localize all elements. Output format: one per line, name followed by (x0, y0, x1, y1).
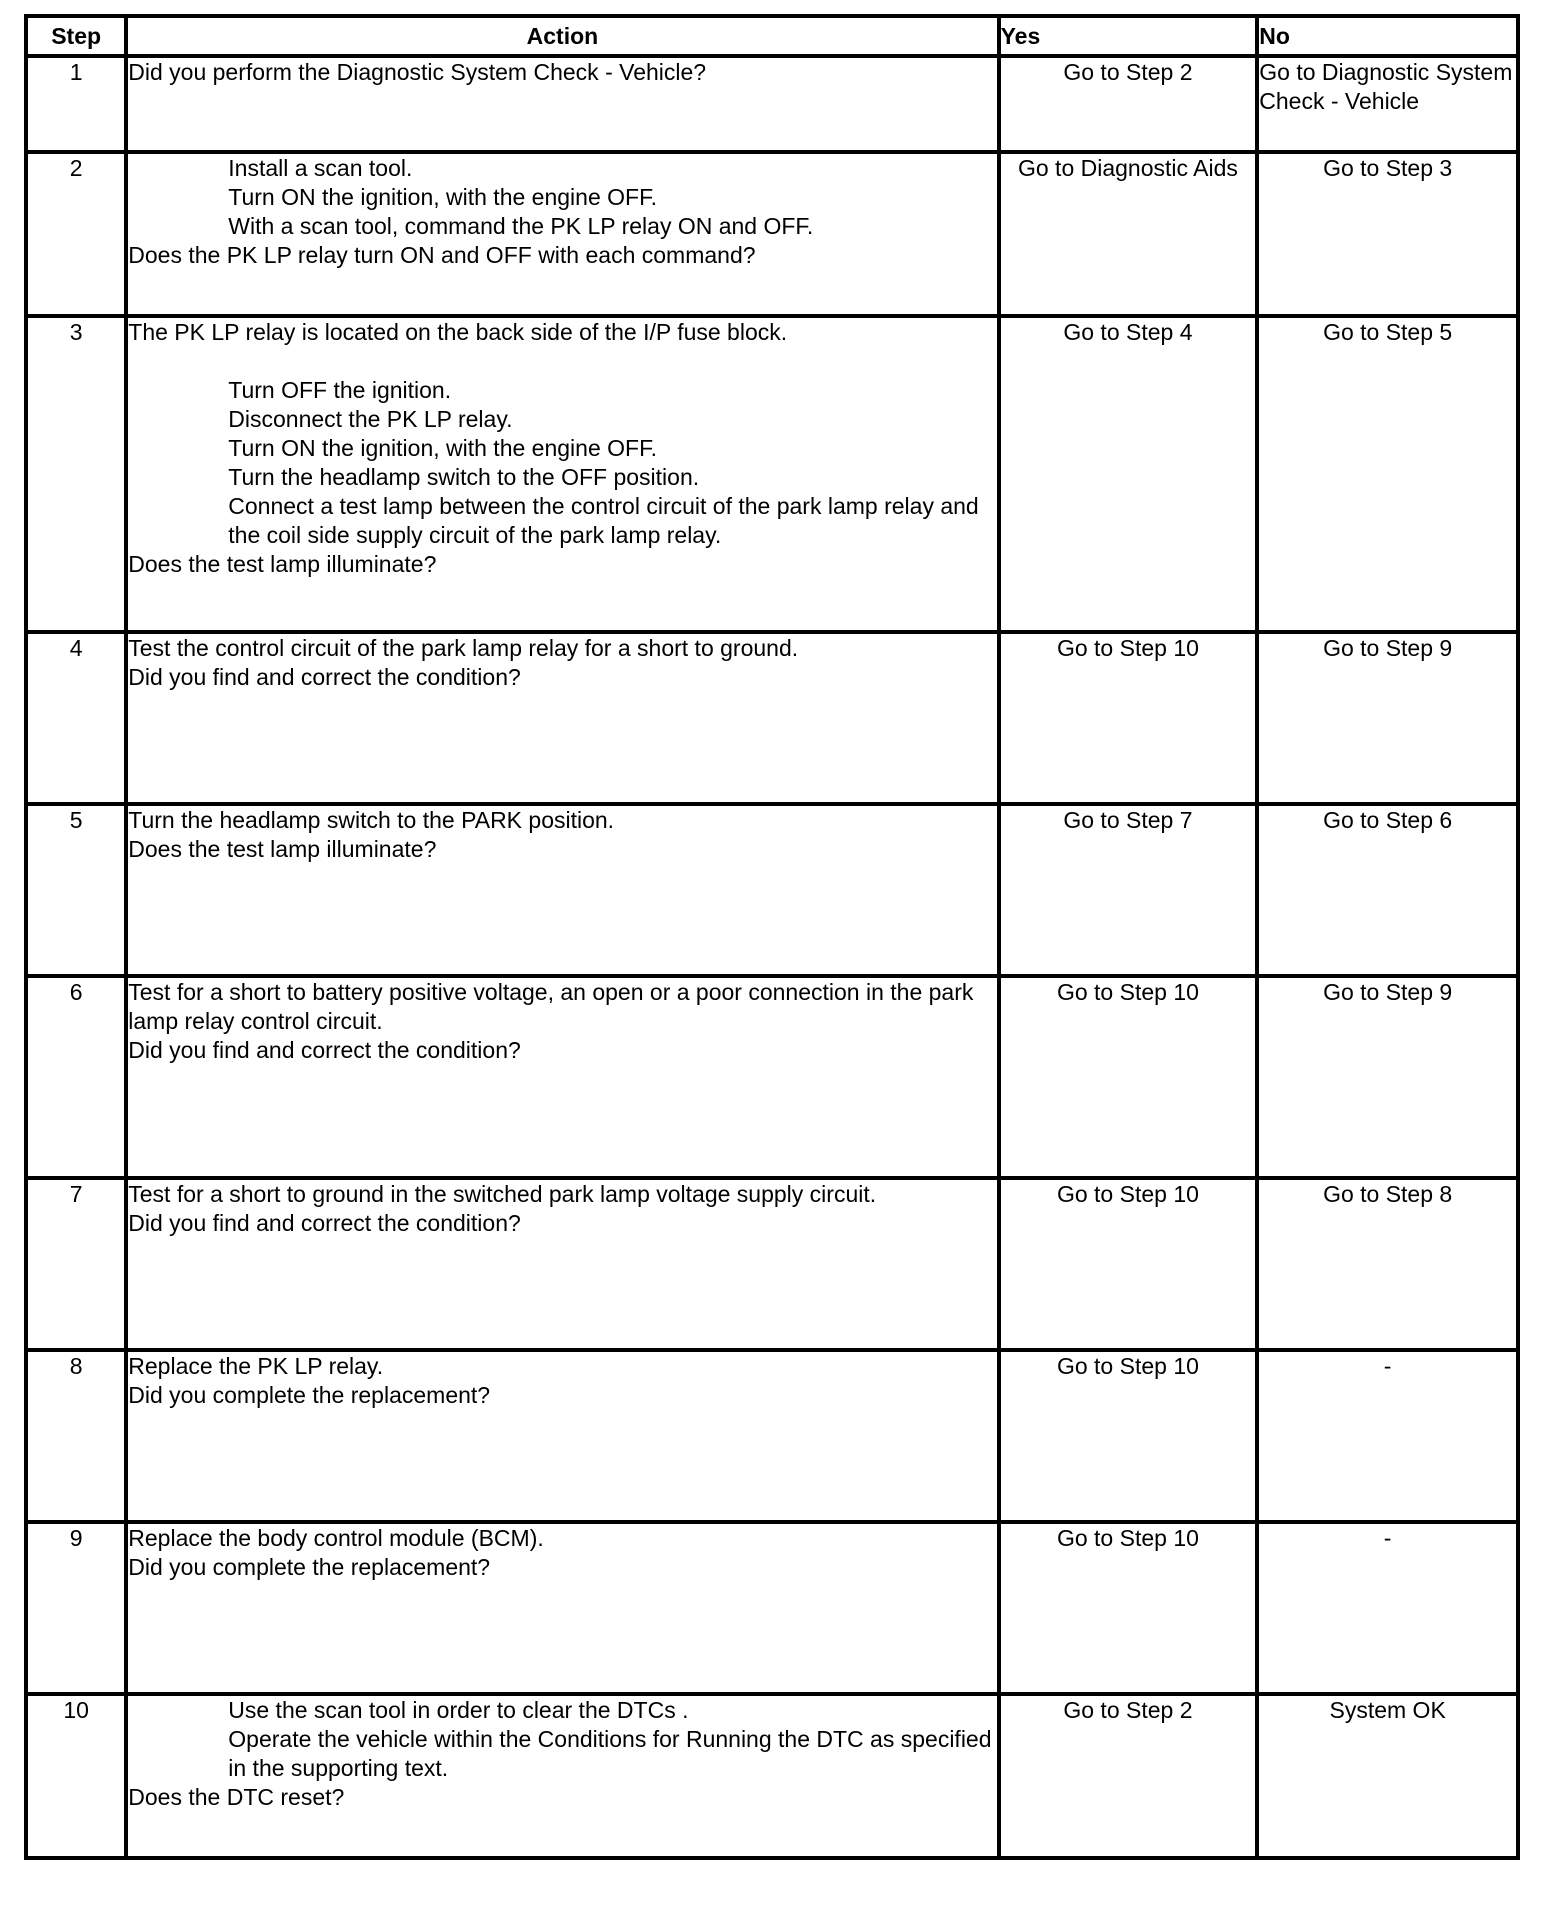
action-cell (126, 804, 998, 976)
substep: Turn ON the ignition, with the engine OFF. (228, 184, 657, 210)
no-result: Go to Step 8 (1257, 1178, 1518, 1350)
action-intro: Test the control circuit of the park lamp relay for a short to ground. (128, 635, 799, 661)
action-question: Did you complete the replacement? (128, 1382, 491, 1408)
action-intro: Replace the PK LP relay. (128, 1353, 384, 1379)
step-number: 6 (26, 976, 126, 1178)
substep: Turn the headlamp switch to the OFF position. (228, 464, 700, 490)
no-result: Go to Diagnostic System Check - Vehicle (1257, 56, 1518, 152)
yes-result: Go to Diagnostic Aids (999, 152, 1258, 316)
header-no: No (1257, 16, 1518, 56)
action-cell (126, 1350, 998, 1522)
step-number: 10 (26, 1694, 126, 1858)
header-step: Step (26, 16, 126, 56)
no-result: - (1257, 1350, 1518, 1522)
action-question: Does the test lamp illuminate? (128, 836, 437, 862)
substep: Turn ON the ignition, with the engine OFF. (228, 435, 657, 461)
table-row (26, 632, 1518, 804)
substep: Connect a test lamp between the control circuit of the park lamp relay and the coil side supply circuit of the park lamp relay. (228, 493, 979, 548)
action-intro: Test for a short to battery positive voltage, an open or a poor connection in the park lamp relay control circuit. (128, 979, 974, 1034)
table-row (26, 56, 1518, 152)
yes-result: Go to Step 2 (999, 1694, 1258, 1858)
yes-result: Go to Step 4 (999, 316, 1258, 632)
action-question: Did you perform the Diagnostic System Check - Vehicle? (128, 59, 707, 85)
step-number: 9 (26, 1522, 126, 1694)
yes-result: Go to Step 2 (999, 56, 1258, 152)
action-intro: Turn the headlamp switch to the PARK position. (128, 807, 615, 833)
action-question: Does the PK LP relay turn ON and OFF with each command? (128, 242, 756, 268)
yes-result: Go to Step 10 (999, 976, 1258, 1178)
action-cell (126, 56, 998, 152)
diagnostic-table (24, 14, 1520, 1860)
no-result: Go to Step 5 (1257, 316, 1518, 632)
action-question: Does the DTC reset? (128, 1784, 345, 1810)
action-cell (126, 1178, 998, 1350)
action-cell (126, 976, 998, 1178)
no-result: Go to Step 9 (1257, 632, 1518, 804)
table-row (26, 976, 1518, 1178)
step-number: 5 (26, 804, 126, 976)
action-cell (126, 152, 998, 316)
action-question: Did you find and correct the condition? (128, 664, 521, 690)
step-number: 8 (26, 1350, 126, 1522)
table-row (26, 1694, 1518, 1858)
action-question: Does the test lamp illuminate? (128, 551, 437, 577)
step-number: 7 (26, 1178, 126, 1350)
action-cell (126, 1522, 998, 1694)
yes-result: Go to Step 7 (999, 804, 1258, 976)
table-row (26, 804, 1518, 976)
yes-result: Go to Step 10 (999, 1178, 1258, 1350)
substep-list (128, 1696, 996, 1783)
substep: Operate the vehicle within the Conditions for Running the DTC as specified in the supporting text. (228, 1726, 992, 1781)
table-row (26, 316, 1518, 632)
step-number: 1 (26, 56, 126, 152)
header-action: Action (126, 16, 998, 56)
action-cell (126, 632, 998, 804)
action-question: Did you complete the replacement? (128, 1554, 491, 1580)
action-intro: Test for a short to ground in the switched park lamp voltage supply circuit. (128, 1181, 877, 1207)
header-row (26, 16, 1518, 56)
table-row (26, 1178, 1518, 1350)
no-result: - (1257, 1522, 1518, 1694)
yes-result: Go to Step 10 (999, 1350, 1258, 1522)
table-row (26, 1350, 1518, 1522)
no-result: Go to Step 9 (1257, 976, 1518, 1178)
no-result: Go to Step 6 (1257, 804, 1518, 976)
substep: Use the scan tool in order to clear the DTCs . (228, 1697, 689, 1723)
substep-list (128, 376, 996, 550)
substep: Turn OFF the ignition. (228, 377, 452, 403)
action-question: Did you find and correct the condition? (128, 1037, 521, 1063)
table-row (26, 152, 1518, 316)
substep: Install a scan tool. (228, 155, 413, 181)
substep: Disconnect the PK LP relay. (228, 406, 513, 432)
action-cell (126, 1694, 998, 1858)
yes-result: Go to Step 10 (999, 632, 1258, 804)
yes-result: Go to Step 10 (999, 1522, 1258, 1694)
substep-list (128, 154, 996, 241)
header-yes: Yes (999, 16, 1258, 56)
step-number: 2 (26, 152, 126, 316)
action-question: Did you find and correct the condition? (128, 1210, 521, 1236)
action-intro: The PK LP relay is located on the back side of the I/P fuse block. (128, 319, 788, 345)
no-result: Go to Step 3 (1257, 152, 1518, 316)
action-intro: Replace the body control module (BCM). (128, 1525, 544, 1551)
no-result: System OK (1257, 1694, 1518, 1858)
step-number: 3 (26, 316, 126, 632)
step-number: 4 (26, 632, 126, 804)
action-cell (126, 316, 998, 632)
substep: With a scan tool, command the PK LP relay ON and OFF. (228, 213, 814, 239)
table-row (26, 1522, 1518, 1694)
